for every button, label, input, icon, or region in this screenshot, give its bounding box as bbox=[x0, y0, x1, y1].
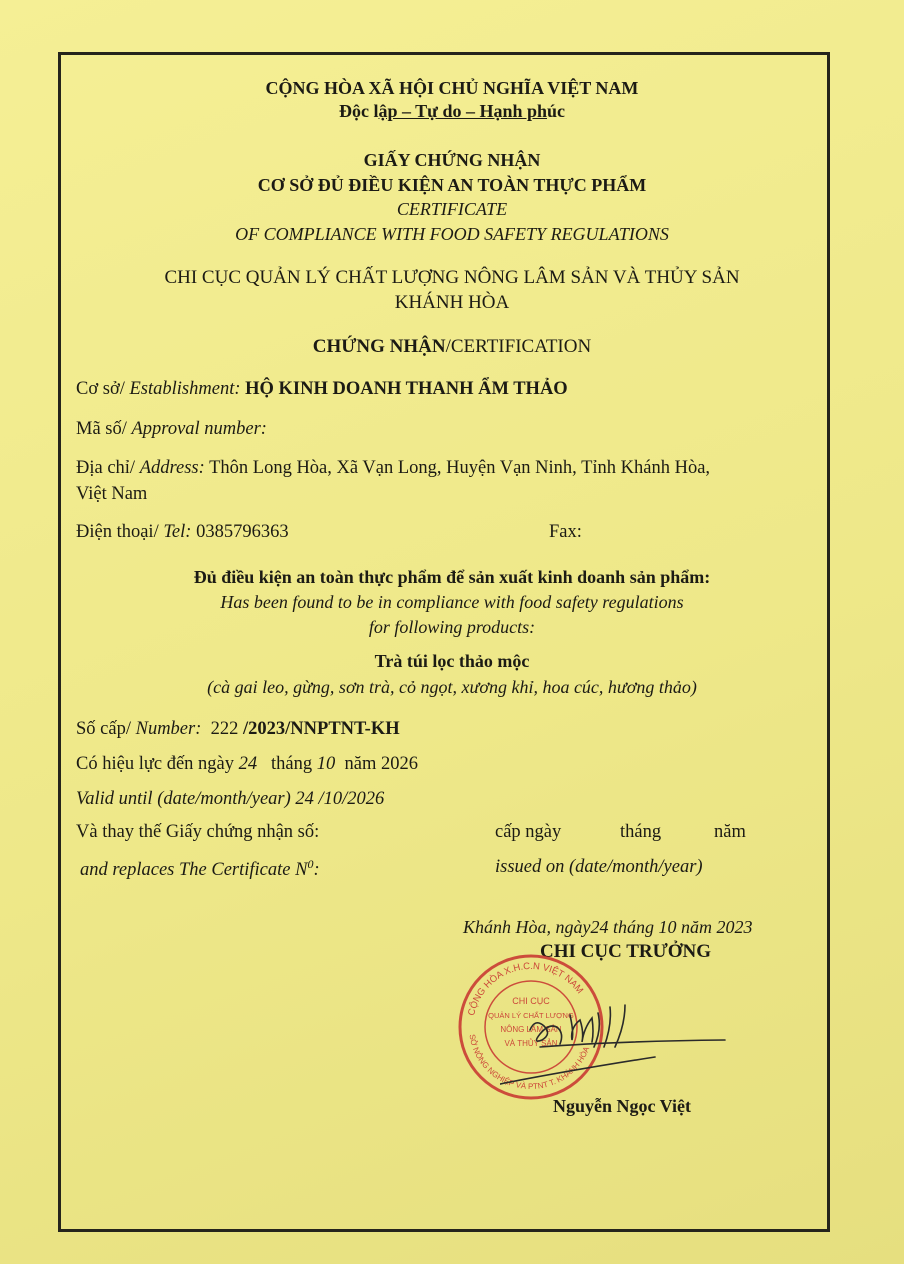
replaces-year-vi: năm bbox=[714, 822, 746, 842]
validity-en: Valid until (date/month/year) 24 /10/2026 bbox=[76, 789, 385, 809]
signer-name: Nguyễn Ngọc Việt bbox=[553, 1096, 691, 1116]
national-motto: Độc lập – Tự do – Hạnh phúc bbox=[338, 101, 566, 121]
product-name: Trà túi lọc thảo mộc bbox=[374, 651, 530, 671]
certificate-title-en-2: OF COMPLIANCE WITH FOOD SAFETY REGULATIONS bbox=[235, 224, 669, 244]
stamp-line-4: VÀ THỦY SẢN bbox=[504, 1039, 558, 1048]
issuer-line-1: CHI CỤC QUẢN LÝ CHẤT LƯỢNG NÔNG LÂM SẢN VÀ THỦY SẢN bbox=[164, 267, 740, 288]
handwritten-signature bbox=[500, 985, 740, 1095]
establishment-row: Cơ sở/ Establishment: HỘ KINH DOANH THANH ẨM THẢO bbox=[76, 379, 568, 399]
replaces-vi: Và thay thế Giấy chứng nhận số: bbox=[76, 822, 320, 842]
validity-vi: Có hiệu lực đến ngày 24 tháng 10 năm 2026 bbox=[76, 754, 418, 774]
address-row-2: Việt Nam bbox=[76, 484, 148, 504]
phone-row: Điện thoại/ Tel: 0385796363 bbox=[76, 522, 289, 542]
place-date: Khánh Hòa, ngày24 tháng 10 năm 2023 bbox=[463, 917, 753, 937]
certificate-title-vi-1: GIẤY CHỨNG NHẬN bbox=[363, 150, 541, 170]
replaces-issued-en: issued on (date/month/year) bbox=[495, 857, 703, 877]
certificate-title-vi-2: CƠ SỞ ĐỦ ĐIỀU KIỆN AN TOÀN THỰC PHẨM bbox=[257, 175, 647, 195]
compliance-vi: Đủ điều kiện an toàn thực phẩm để sản xuất kinh doanh sản phẩm: bbox=[193, 567, 711, 587]
replaces-month-vi: tháng bbox=[620, 822, 662, 842]
signer-title: CHI CỤC TRƯỞNG bbox=[540, 941, 712, 962]
certification-heading: CHỨNG NHẬN/CERTIFICATION bbox=[312, 336, 592, 357]
compliance-en-1: Has been found to be in compliance with food safety regulations bbox=[220, 592, 684, 612]
certificate-title-en-1: CERTIFICATE bbox=[396, 199, 508, 219]
issuer-line-2: KHÁNH HÒA bbox=[394, 292, 510, 313]
replaces-issued-vi: cấp ngày bbox=[495, 822, 562, 842]
compliance-en-2: for following products: bbox=[368, 617, 536, 637]
stamp-ring-bottom: SỞ NÔNG NGHIỆP VÀ PTNT T. KHÁNH HÒA bbox=[467, 1033, 592, 1092]
stamp-line-3: NÔNG LÂM SẢN bbox=[500, 1025, 562, 1034]
approval-row: Mã số/ Approval number: bbox=[76, 419, 267, 439]
number-row: Số cấp/ Number: 222 /2023/NNPTNT-KH bbox=[76, 719, 400, 739]
replaces-en: and replaces The Certificate $N^0$: bbox=[80, 857, 320, 881]
stamp-ring-top: CỘNG HÒA X.H.C.N VIỆT NAM bbox=[466, 960, 586, 1017]
product-ingredients: (cà gai leo, gừng, sơn trà, cỏ ngọt, xương khỉ, hoa cúc, hương thảo) bbox=[207, 677, 697, 697]
fax-label: Fax: bbox=[549, 522, 582, 542]
stamp-line-1: CHI CỤC bbox=[512, 996, 550, 1006]
stamp-line-2: QUẢN LÝ CHẤT LƯỢNG bbox=[488, 1011, 574, 1020]
address-row: Địa chỉ/ Address: Thôn Long Hòa, Xã Vạn Long, Huyện Vạn Ninh, Tỉnh Khánh Hòa, bbox=[76, 458, 711, 478]
nation-title: CỘNG HÒA XÃ HỘI CHỦ NGHĨA VIỆT NAM bbox=[265, 78, 639, 98]
